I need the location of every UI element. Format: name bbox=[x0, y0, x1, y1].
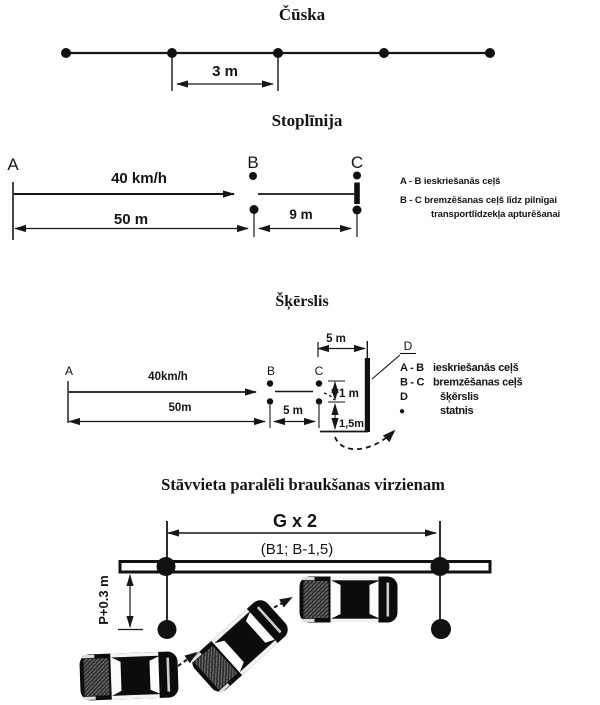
stop-line-bar bbox=[354, 183, 360, 205]
dim-label-b1: (B1; B-1,5) bbox=[260, 541, 334, 558]
point-a-label: A bbox=[7, 155, 19, 174]
post-dot bbox=[485, 48, 495, 58]
legend-line: B - C bremzēšanas ceļš līdz pilnīgai bbox=[400, 195, 557, 206]
point-b-label: B bbox=[247, 153, 259, 172]
dim-label-9m: 9 m bbox=[289, 207, 313, 222]
dim-label-3m: 3 m bbox=[212, 63, 238, 80]
dim-label-1m: 1 m bbox=[339, 388, 359, 400]
maneuver-arrow bbox=[268, 598, 291, 611]
post-dot bbox=[267, 380, 273, 386]
ground-marker-dot bbox=[158, 620, 177, 639]
post-dot bbox=[267, 398, 273, 404]
legend-key: B - C bbox=[400, 376, 425, 389]
point-c-label: C bbox=[350, 153, 364, 172]
dim-label-50m: 50 m bbox=[113, 211, 149, 228]
cuska-title: Čūska bbox=[278, 5, 326, 24]
post-dot bbox=[167, 48, 177, 58]
post-dot bbox=[250, 205, 259, 214]
post-dot bbox=[61, 48, 71, 58]
dim-label-50m: 50m bbox=[168, 402, 192, 414]
car-parked bbox=[300, 577, 398, 623]
car-mid-maneuver bbox=[188, 596, 292, 696]
dim-label-p: P+0.3 m bbox=[96, 575, 111, 625]
obstacle-bar bbox=[365, 358, 370, 432]
speed-label: 40 km/h bbox=[111, 170, 167, 187]
post-dot bbox=[353, 206, 362, 215]
ground-marker-dot bbox=[431, 619, 451, 639]
legend-label: statnis bbox=[440, 405, 474, 417]
section-stavvieta bbox=[79, 475, 490, 701]
stavvieta-title: Stāvvieta paralēli braukšanas virzienam bbox=[161, 475, 445, 494]
post-dot bbox=[249, 172, 257, 180]
road-marker-dot bbox=[157, 557, 176, 576]
turn-path-arrow bbox=[335, 431, 394, 449]
dim-label-5m-top: 5 m bbox=[326, 333, 346, 345]
section-cuska bbox=[61, 5, 495, 91]
post-dot bbox=[353, 172, 361, 180]
legend-label: šķērslis bbox=[440, 391, 479, 403]
point-b-label: B bbox=[266, 364, 276, 378]
post-dot bbox=[316, 398, 322, 404]
legend-label: ieskriešanās ceļš bbox=[433, 362, 519, 374]
section-stoplinija bbox=[7, 111, 560, 240]
road-marker-dot bbox=[431, 557, 450, 576]
legend-key: A - B bbox=[400, 362, 424, 374]
speed-label: 40km/h bbox=[148, 371, 188, 383]
point-a-label: A bbox=[64, 364, 74, 378]
section-skerslis bbox=[65, 291, 523, 449]
dim-label-5m-bc: 5 m bbox=[283, 405, 303, 417]
point-c-label: C bbox=[314, 364, 324, 378]
dim-label-15m: 1,5m bbox=[339, 418, 365, 430]
legend-label: bremzēšanas ceļš bbox=[433, 376, 523, 389]
stoplinija-title: Stoplīnija bbox=[271, 111, 343, 130]
legend-line: A - B ieskriešanās ceļš bbox=[400, 176, 501, 187]
dim-label-gx2: G x 2 bbox=[272, 511, 318, 531]
legend-key-bullet: ● bbox=[399, 406, 405, 417]
post-dot bbox=[379, 48, 389, 58]
post-dot bbox=[273, 48, 283, 58]
point-d-label: D bbox=[403, 339, 413, 353]
legend-line: transportlīdzekļa apturēšanai bbox=[431, 209, 561, 220]
skerslis-title: Šķērslis bbox=[275, 293, 329, 310]
legend-key: D bbox=[400, 391, 408, 403]
offset-dashed-path bbox=[324, 393, 334, 400]
post-dot bbox=[316, 380, 322, 386]
car-start bbox=[79, 651, 179, 700]
d-pointer-line bbox=[372, 355, 400, 379]
